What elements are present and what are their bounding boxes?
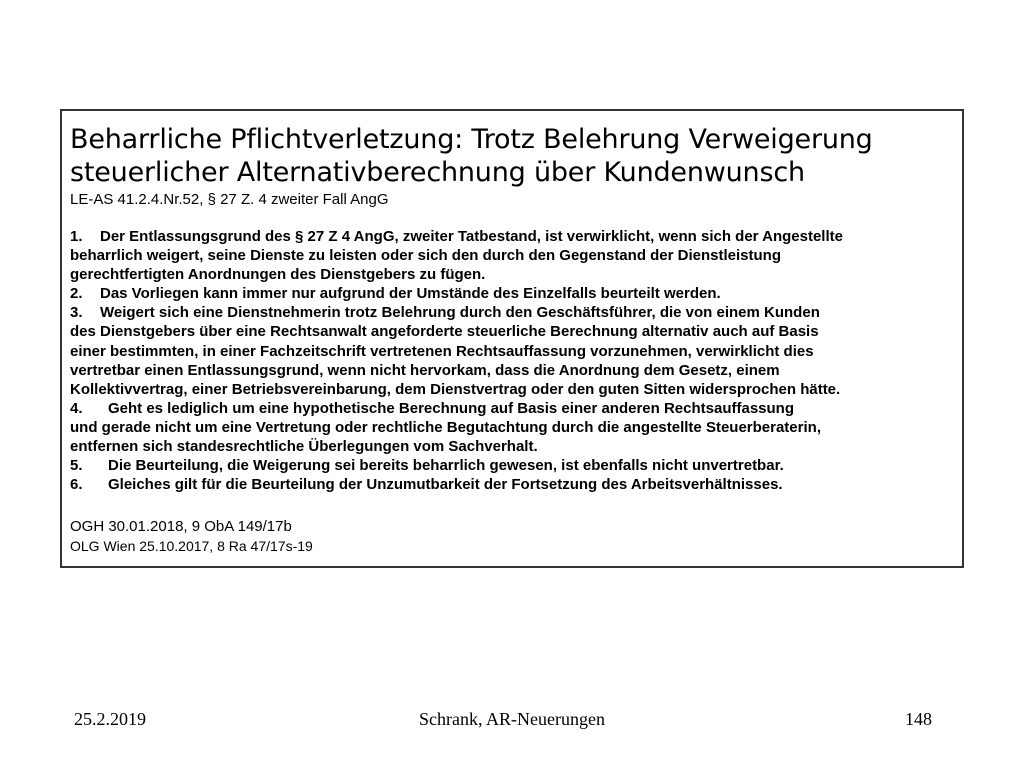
title-line-1: Beharrliche Pflichtverletzung: Trotz Belehrung Verweigerung	[70, 124, 873, 155]
point-4-line-2: und gerade nicht um eine Vertretung oder rechtliche Begutachtung durch die angestellte Steuerberaterin,	[70, 418, 821, 436]
point-3-line-5: Kollektivvertrag, einer Betriebsvereinbarung, dem Dienstvertrag oder den guten Sitten widersprochen hätte.	[70, 380, 841, 398]
legal-reference: LE-AS 41.2.4.Nr.52, § 27 Z. 4 zweiter Fall AngG	[70, 191, 389, 208]
footer-date: 25.2.2019	[74, 709, 146, 729]
footer-author: Schrank, AR-Neuerungen	[419, 709, 605, 729]
citation-olg: OLG Wien 25.10.2017, 8 Ra 47/17s-19	[70, 538, 313, 554]
slide-title	[70, 123, 960, 189]
point-number: 5.	[70, 457, 83, 475]
point-4-line-1: 4. Geht es lediglich um eine hypothetische Berechnung auf Basis einer anderen Rechtsauffassung	[70, 399, 795, 417]
footer-page-number: 148	[905, 709, 932, 729]
point-number: 3.	[70, 304, 83, 322]
citation-ogh: OGH 30.01.2018, 9 ObA 149/17b	[70, 518, 292, 535]
point-number: 4.	[70, 399, 83, 417]
point-6-line-1: 6. Gleiches gilt für die Beurteilung der Unzumutbarkeit der Fortsetzung des Arbeitsverhältnisses.	[70, 476, 783, 494]
point-3-line-1: 3. Weigert sich eine Dienstnehmerin trotz Belehrung durch den Geschäftsführer, die von einem Kunden	[70, 304, 820, 322]
point-3-line-3: einer bestimmten, in einer Fachzeitschrift vertretenen Rechtsauffassung vorzunehmen, verwirklicht dies	[70, 342, 814, 360]
point-5-line-1: 5. Die Beurteilung, die Weigerung sei bereits beharrlich gewesen, ist ebenfalls nicht unvertretbar.	[70, 457, 784, 475]
point-3-line-2: des Dienstgebers über eine Rechtsanwalt angeforderte steuerliche Berechnung alternativ auch auf Basis	[70, 323, 819, 341]
points-list	[70, 227, 960, 494]
point-1-line-3: gerechtfertigten Anordnungen des Dienstgebers zu fügen.	[70, 266, 486, 284]
point-4-line-3: entfernen sich standesrechtliche Überlegungen vom Sachverhalt.	[70, 438, 538, 456]
point-1-line-2: beharrlich weigert, seine Dienste zu leisten oder sich den durch den Gegenstand der Dienstleistung	[70, 247, 781, 265]
point-2-line-1: 2. Das Vorliegen kann immer nur aufgrund der Umstände des Einzelfalls beurteilt werden.	[70, 285, 721, 303]
title-line-2: steuerlicher Alternativberechnung über Kundenwunsch	[70, 157, 805, 188]
point-3-line-4: vertretbar einen Entlassungsgrund, wenn nicht hervorkam, dass die Anordnung dem Gesetz, einem	[70, 361, 780, 379]
point-number: 6.	[70, 476, 83, 494]
point-number: 1.	[70, 228, 83, 245]
point-1-line-1: 1. Der Entlassungsgrund des § 27 Z 4 AngG, zweiter Tatbestand, ist verwirklicht, wenn sich der Angestellte	[70, 228, 843, 245]
point-number: 2.	[70, 285, 83, 303]
